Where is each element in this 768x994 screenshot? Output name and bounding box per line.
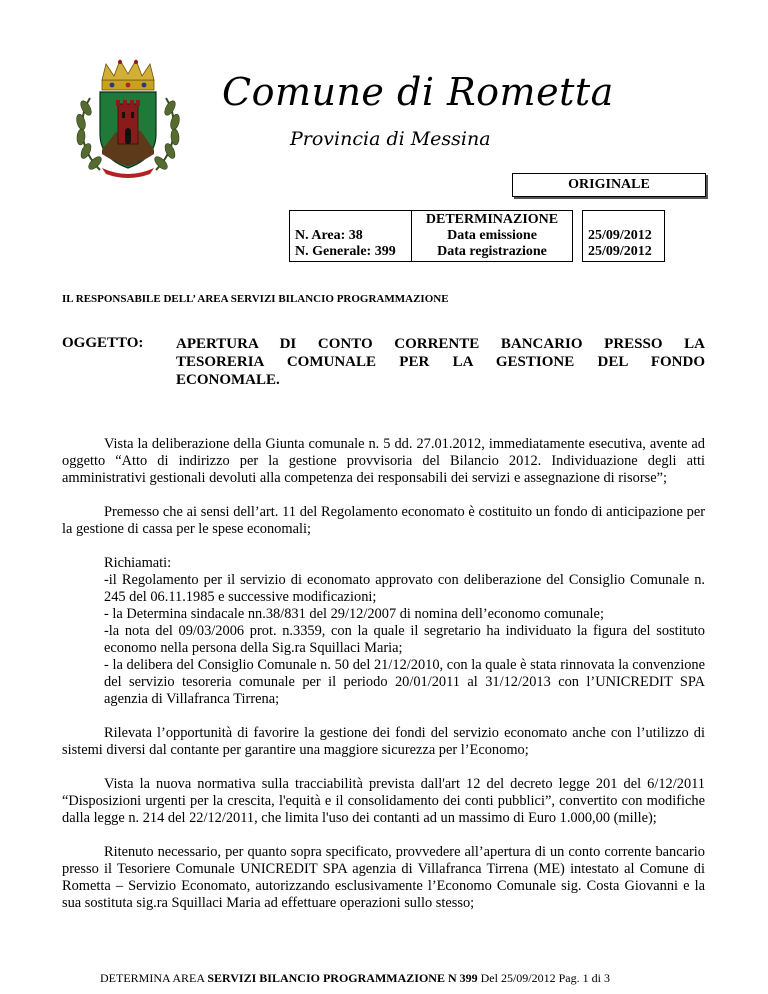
paragraph-rilevata: Rilevata l’opportunità di favorire la gestione dei fondi del servizio economato anche con l’utilizzo di sistemi diversi dal contante per garantire una maggiore sicurezza per l’Economo; [62, 725, 705, 758]
richiamati-item-2: - la Determina sindacale nn.38/831 del 29/12/2007 di nomina dell’economo comunale; [104, 606, 604, 622]
footer-number: N 399 [447, 971, 478, 985]
oggetto-label: OGGETTO: [62, 335, 144, 351]
richiamati-item-3: -la nota del 09/03/2006 prot. n.3359, con la quale il segretario ha individuato la figura del sostituto economo nella persona della Sig.ra Squillaci Maria; [104, 623, 705, 656]
responsabile-heading: IL RESPONSABILE DELL’ AREA SERVIZI BILANCIO PROGRAMMAZIONE [62, 293, 449, 305]
page-subtitle: Provincia di Messina [290, 128, 491, 150]
dates-cell [583, 211, 665, 262]
n-area: N. Area: 38 [295, 228, 363, 243]
data-registrazione-label: Data registrazione [437, 244, 547, 259]
data-emissione-label: Data emissione [447, 228, 537, 243]
document-body [62, 436, 705, 912]
page-title: Comune di Rometta [222, 70, 614, 114]
richiamati-item-4: - la delibera del Consiglio Comunale n. 50 del 21/12/2010, con la quale è stata rinnovata la convenzione del servizio tesoreria comunale per il periodo 20/01/2011 al 31/12/2013 con l’UNICREDIT SPA agenzia di Villafranca Tirrena; [104, 657, 705, 707]
footer-prefix: DETERMINA AREA [100, 971, 205, 985]
oggetto-text [176, 335, 705, 389]
footer-area: SERVIZI BILANCIO PROGRAMMAZIONE [207, 971, 445, 985]
oggetto-line-1: APERTURA DI CONTO CORRENTE BANCARIO PRESSO LA [176, 336, 705, 352]
data-emissione-value: 25/09/2012 [588, 228, 652, 243]
page-footer [100, 971, 610, 986]
footer-suffix: Del 25/09/2012 Pag. 1 di 3 [480, 971, 610, 985]
richiamati-block [62, 555, 705, 708]
richiamati-item-1: -il Regolamento per il servizio di economato approvato con deliberazione del Consiglio Comunale n. 245 del 06.11.1985 e successive modificazioni; [104, 572, 705, 605]
paragraph-vista-deliberazione: Vista la deliberazione della Giunta comunale n. 5 dd. 27.01.2012, immediatamente esecutiva, avente ad oggetto “Atto di indirizzo per la gestione provvisoria del Bilancio 2012. Individuazione degli atti amministrativi gestionali devoluti alla competenza dei responsabili dei servizi e assegnazione di risorse”; [62, 436, 705, 486]
paragraph-ritenuto: Ritenuto necessario, per quanto sopra specificato, provvedere all’apertura di un conto corrente bancario presso il Tesoriere Comunale UNICREDIT SPA agenzia di Villafranca Tirrena (ME) intestato al Comune di Rometta – Servizio Economato, autorizzando esclusivamente l’Economo Comunale sig. Costa Giovanni e la sua sostituta sig.ra Squillaci Maria ad effettuare operazioni sullo stesso; [62, 844, 705, 911]
determinazione-table [289, 210, 665, 262]
determinazione-cell [412, 211, 573, 262]
oggetto-line-3: ECONOMALE. [176, 372, 280, 388]
n-area-cell [290, 211, 412, 262]
oggetto-line-2: TESORERIA COMUNALE PER LA GESTIONE DEL FONDO [176, 354, 705, 370]
determinazione-heading: DETERMINAZIONE [425, 212, 559, 227]
coat-of-arms-icon [70, 58, 186, 180]
paragraph-premesso: Premesso che ai sensi dell’art. 11 del Regolamento economato è costituito un fondo di anticipazione per la gestione di cassa per le spese economali; [62, 504, 705, 537]
data-registrazione-value: 25/09/2012 [588, 244, 652, 259]
n-generale: N. Generale: 399 [295, 244, 396, 259]
originale-stamp: ORIGINALE [512, 173, 706, 197]
richiamati-label: Richiamati: [104, 555, 172, 571]
paragraph-vista-normativa: Vista la nuova normativa sulla tracciabilità prevista dall'art 12 del decreto legge 201 del 6/12/2011 “Disposizioni urgenti per la crescita, l'equità e il consolidamento dei conti pubblici”, convertito con modifiche dalla legge n. 214 del 22/12/2011, che limita l'uso dei contanti ad un massimo di Euro 1.000,00 (mille); [62, 776, 705, 826]
